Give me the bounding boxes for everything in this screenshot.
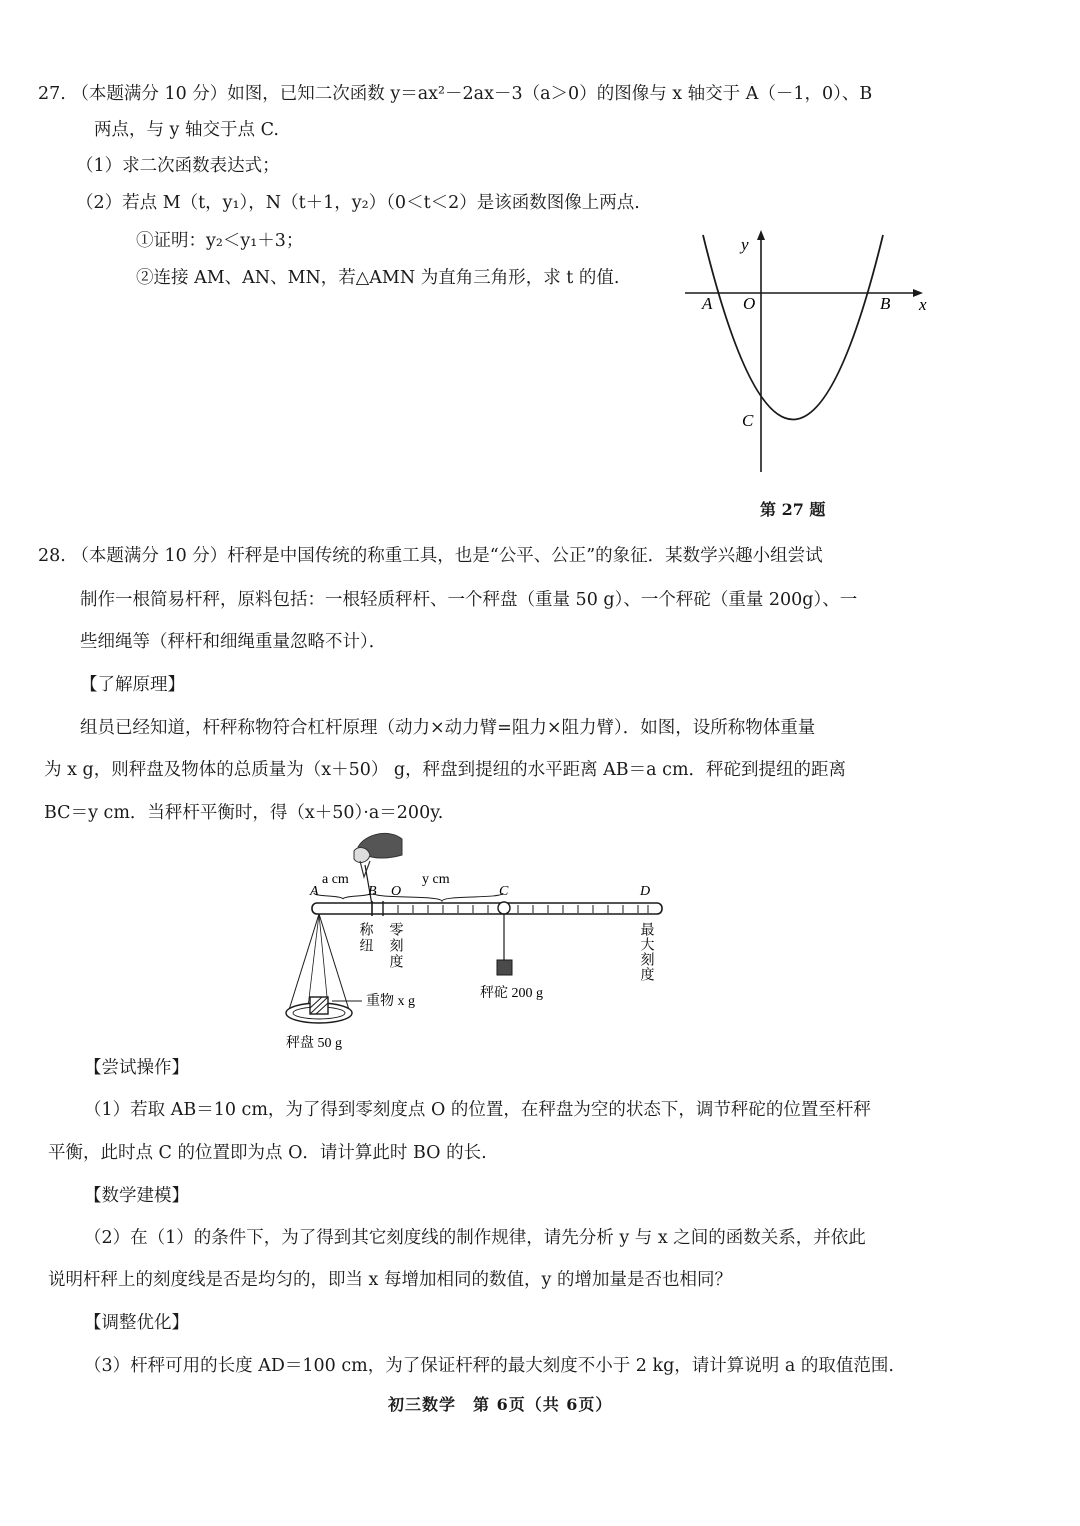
fig28-label-C: C [499, 884, 509, 899]
q28-line3: 些细绳等（秤杆和细绳重量忽略不计）． [80, 632, 387, 652]
q27-part1: （1）求二次函数表达式； [76, 156, 280, 176]
fig28-label-ycm: y cm [422, 872, 450, 887]
q27-sub2: ②连接 AM、AN、MN，若△AMN 为直角三角形，求 t 的值. [136, 268, 620, 288]
fig27-label-y: y [741, 235, 749, 254]
fig28-label-max: 最大刻度 [638, 922, 654, 982]
q28-line1: 28. （本题满分 10 分）杆秤是中国传统的称重工具，也是“公平、公正”的象征．某数学兴趣小组尝试 [38, 546, 823, 566]
q27-sub1: ①证明：y₂＜y₁＋3； [136, 231, 304, 251]
q27-part2: （2）若点 M（t，y₁），N（t＋1，y₂）（0＜t＜2）是该函数图像上两点. [76, 193, 640, 213]
fig27-label-B: B [880, 294, 891, 313]
fig28-label-O: O [391, 884, 402, 899]
fig28-label-A: A [310, 884, 319, 899]
q28-steelyard-figure [270, 825, 690, 1055]
fig27-label-A: A [702, 294, 713, 313]
q28-head-principle: 【了解原理】 [80, 675, 185, 695]
fig28-label-zero: 零刻度 [387, 922, 403, 970]
q27-line1: 27. （本题满分 10 分）如图，已知二次函数 y＝ax²－2ax－3（a＞0）的图像与 x 轴交于 A（－1，0）、B [38, 84, 873, 104]
fig28-label-acm: a cm [322, 872, 349, 887]
q27-line2: 两点，与 y 轴交于点 C. [94, 120, 279, 140]
q28-principle2: 为 x g，则秤盘及物体的总质量为（x＋50） g，秤盘到提纽的水平距离 AB＝a cm．秤砣到提纽的距离 [44, 760, 847, 780]
fig27-label-C: C [742, 411, 754, 430]
fig28-label-object: 重物 x g [366, 994, 415, 1009]
fig28-label-weight: 秤砣 200 g [480, 986, 543, 1001]
q28-model2: 说明杆秤上的刻度线是否是均匀的，即当 x 每增加相同的数值，y 的增加量是否也相同？ [48, 1270, 732, 1290]
q28-head-opt: 【调整优化】 [84, 1313, 189, 1333]
y-axis-arrow-icon [757, 230, 765, 240]
fig27-label-O: O [743, 294, 756, 313]
pan-string-mid-1 [308, 914, 319, 1007]
hand-icon [354, 833, 402, 877]
q28-head-try: 【尝试操作】 [84, 1058, 189, 1078]
q27-parabola-figure [675, 220, 945, 480]
fig28-label-B: B [368, 884, 377, 899]
steelyard-beam [312, 903, 662, 914]
q28-try2: 平衡，此时点 C 的位置即为点 O．请计算此时 BO 的长. [48, 1143, 487, 1163]
q27-figure-caption: 第 27 题 [760, 500, 826, 519]
q28-try1: （1）若取 AB＝10 cm，为了得到零刻度点 O 的位置，在秤盘为空的状态下，调节秤砣的位置至杆秤 [84, 1100, 871, 1120]
q28-model1: （2）在（1）的条件下，为了得到其它刻度线的制作规律，请先分析 y 与 x 之间的函数关系，并依此 [84, 1228, 866, 1248]
fig28-label-pan: 秤盘 50 g [286, 1036, 342, 1051]
q28-principle1: 组员已经知道，杆秤称物符合杠杆原理（动力×动力臂=阻力×阻力臂）．如图，设所称物体重量 [80, 718, 816, 738]
q28-head-model: 【数学建模】 [84, 1186, 189, 1206]
parabola-curve [703, 235, 883, 420]
weight-ring-C [498, 902, 510, 914]
q28-line2: 制作一根简易杆秤，原料包括：一根轻质秤杆、一个秤盘（重量 50 g）、一个秤砣（重量 200g）、一 [80, 590, 858, 610]
q28-principle3: BC＝y cm．当秤杆平衡时，得（x＋50）·a＝200y. [44, 803, 444, 823]
counterweight-icon [497, 960, 512, 975]
fig28-label-D: D [640, 884, 651, 899]
fig28-label-knob: 称纽 [357, 922, 373, 954]
fig27-label-x: x [919, 295, 927, 314]
page-footer: 初三数学 第 6页（共 6页） [388, 1395, 613, 1414]
dim-a-brace [314, 893, 371, 899]
q28-opt1: （3）杆秤可用的长度 AD＝100 cm，为了保证杆秤的最大刻度不小于 2 kg，请计算说明 a 的取值范围. [84, 1356, 894, 1376]
